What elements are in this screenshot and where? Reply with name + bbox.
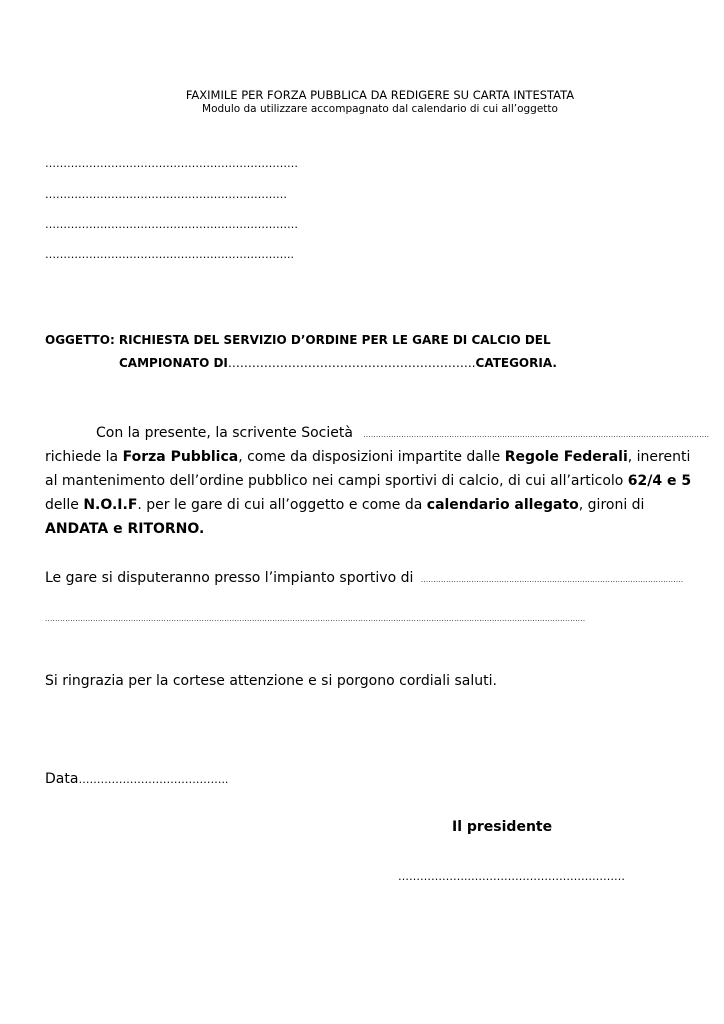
subject-line-1: OGGETTO: RICHIESTA DEL SERVIZIO D’ORDINE PER LE GARE DI CALCIO DEL bbox=[45, 333, 551, 347]
society-label: Con la presente, la scrivente Società bbox=[96, 425, 353, 441]
text-span: , inerenti bbox=[627, 449, 691, 465]
regole-federali-bold: Regole Federali bbox=[504, 449, 628, 465]
forza-pubblica-bold: Forza Pubblica bbox=[122, 449, 239, 465]
address-line-2: ………………………………………………………… bbox=[45, 188, 287, 201]
venue-dots: ........................................................................................................ bbox=[420, 576, 684, 584]
noif-bold: N.O.I.F bbox=[83, 497, 138, 513]
subject-championship-label: CAMPIONATO DI bbox=[119, 356, 228, 370]
text-span: delle bbox=[45, 497, 84, 513]
venue-label: Le gare si disputeranno presso l’impianto sportivo di bbox=[45, 570, 414, 586]
date-line bbox=[45, 771, 228, 787]
text-span: al mantenimento dell’ordine pubblico nei campi sportivi di calcio, di cui all’articolo bbox=[45, 473, 628, 489]
text-span: richiede la bbox=[45, 449, 123, 465]
address-line-1: …………………………………………………………… bbox=[45, 157, 298, 170]
document-title: FAXIMILE PER FORZA PUBBLICA DA REDIGERE SU CARTA INTESTATA bbox=[185, 88, 575, 102]
text-span: . per le gare di cui all’oggetto e come da bbox=[137, 497, 427, 513]
paragraph-1-line-2 bbox=[45, 449, 690, 465]
document-subtitle: Modulo da utilizzare accompagnato dal calendario di cui all’oggetto bbox=[202, 103, 558, 115]
address-line-4: ………………………………………………………….. bbox=[45, 248, 294, 261]
text-span: , come da disposizioni impartite dalle bbox=[238, 449, 505, 465]
text-span: , gironi di bbox=[578, 497, 645, 513]
signature-dots: ………………..…………………………………… bbox=[398, 870, 625, 883]
subject-line-2 bbox=[119, 356, 557, 370]
closing-paragraph: Si ringrazia per la cortese attenzione e si porgono cordiali saluti. bbox=[45, 673, 497, 689]
address-line-3: …………………………………………………………… bbox=[45, 218, 298, 231]
signature-title: Il presidente bbox=[452, 819, 553, 835]
article-number-bold: 62/4 e 5 bbox=[627, 473, 692, 489]
subject-category-label: CATEGORIA. bbox=[475, 356, 557, 370]
date-dots: ………………………………….. bbox=[78, 773, 229, 786]
venue-dots-line-2: ...................................................................................................................................................................................................................... bbox=[45, 615, 586, 623]
paragraph-1-line-4 bbox=[45, 497, 644, 513]
date-label: Data bbox=[45, 771, 79, 787]
paragraph-1-line-1 bbox=[96, 425, 709, 441]
subject-championship-dots: …………………………………………………….. bbox=[227, 356, 476, 370]
andata-ritorno-bold: ANDATA e RITORNO. bbox=[45, 521, 205, 537]
paragraph-1-line-3 bbox=[45, 473, 691, 489]
calendario-allegato-bold: calendario allegato bbox=[426, 497, 579, 513]
society-name-dots: ......................................................................................................................................... bbox=[363, 431, 710, 439]
paragraph-1-line-5 bbox=[45, 521, 204, 537]
paragraph-2-line-1 bbox=[45, 570, 683, 586]
